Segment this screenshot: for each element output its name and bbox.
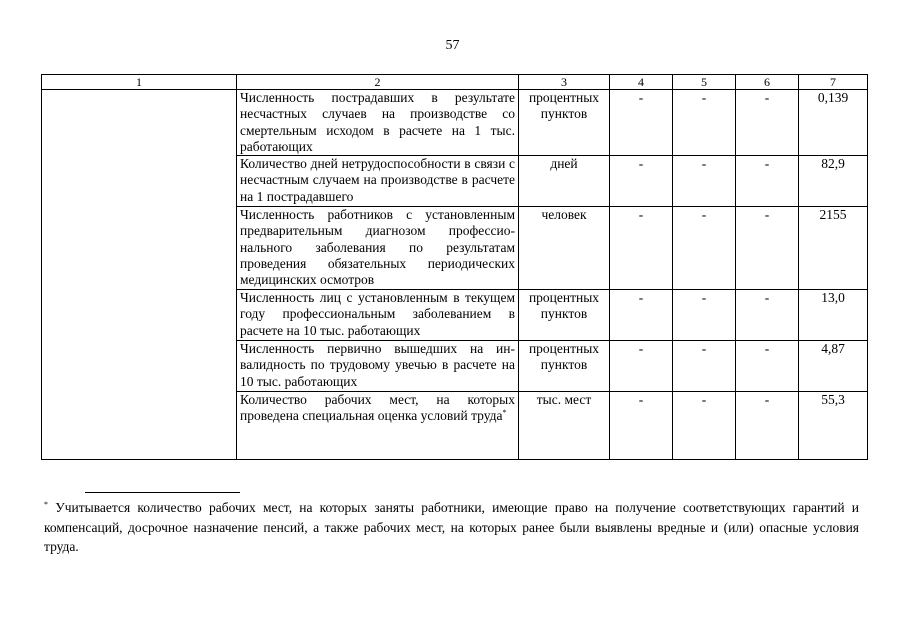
indicator-cell: Численность первично вышедших на инвалидность по трудовому увечью в расчете на 10 тыс. работающих — [237, 341, 519, 392]
unit-cell: дней — [519, 156, 610, 207]
value-cell: - — [673, 90, 736, 156]
column-number-row — [42, 75, 868, 90]
value-cell: - — [610, 207, 673, 290]
empty-goal-cell — [42, 90, 237, 460]
value-cell: - — [673, 290, 736, 341]
unit-cell: процентных пунктов — [519, 341, 610, 392]
page-number: 57 — [445, 38, 460, 53]
value-cell: - — [736, 90, 799, 156]
indicator-cell: Численность лиц с установленным в текущем году профессиональным заболеванием в расчете на 10 тыс. работающих — [237, 290, 519, 341]
unit-cell: процентных пунктов — [519, 290, 610, 341]
column-number: 1 — [42, 75, 237, 90]
value-cell: - — [610, 90, 673, 156]
value-cell: - — [736, 392, 799, 460]
value-cell: 55,3 — [799, 392, 868, 460]
value-cell: 82,9 — [799, 156, 868, 207]
value-cell: - — [673, 341, 736, 392]
value-cell: - — [610, 341, 673, 392]
value-cell: - — [736, 207, 799, 290]
footnote — [44, 498, 859, 557]
indicator-text: Количество рабочих мест, на которых проведена специальная оценка условий труда — [240, 392, 515, 424]
value-cell: - — [736, 341, 799, 392]
unit-cell: человек — [519, 207, 610, 290]
indicator-cell: Численность работников с установленным предварительным диагнозом профессионального заболевания по результатам проведения обязательных периодических медицинских осмотров — [237, 207, 519, 290]
column-number: 2 — [237, 75, 519, 90]
column-number: 4 — [610, 75, 673, 90]
value-cell: - — [610, 392, 673, 460]
footnote-reference: * — [502, 408, 507, 418]
unit-cell: тыс. мест — [519, 392, 610, 460]
column-number: 7 — [799, 75, 868, 90]
value-cell: - — [736, 156, 799, 207]
value-cell: - — [673, 392, 736, 460]
value-cell: - — [610, 156, 673, 207]
value-cell: 2155 — [799, 207, 868, 290]
footnote-text: Учитывается количество рабочих мест, на которых заняты работники, имеющие право на получение соответствующих гарантий и компенсаций, досрочное назначение пенсий, а также рабочих мест, на которых ранее были выявлены вредные и (или) опасные условия труда. — [44, 500, 860, 554]
footnote-mark: * — [44, 500, 48, 509]
value-cell: - — [610, 290, 673, 341]
footnote-separator — [85, 492, 240, 493]
value-cell: 0,139 — [799, 90, 868, 156]
indicator-cell — [237, 392, 519, 460]
column-number: 3 — [519, 75, 610, 90]
column-number: 6 — [736, 75, 799, 90]
indicators-table — [41, 74, 868, 460]
value-cell: 13,0 — [799, 290, 868, 341]
value-cell: - — [673, 207, 736, 290]
indicator-cell: Количество дней нетрудоспособности в связи с несчастным случаем на производстве в расчете на 1 пострадавшего — [237, 156, 519, 207]
value-cell: - — [736, 290, 799, 341]
value-cell: 4,87 — [799, 341, 868, 392]
table-row — [42, 90, 868, 156]
value-cell: - — [673, 156, 736, 207]
unit-cell: процентных пунктов — [519, 90, 610, 156]
indicator-cell: Численность пострадавших в результате несчастных случаев на производстве со смертельным исходом в расчете на 1 тыс. работающих — [237, 90, 519, 156]
column-number: 5 — [673, 75, 736, 90]
